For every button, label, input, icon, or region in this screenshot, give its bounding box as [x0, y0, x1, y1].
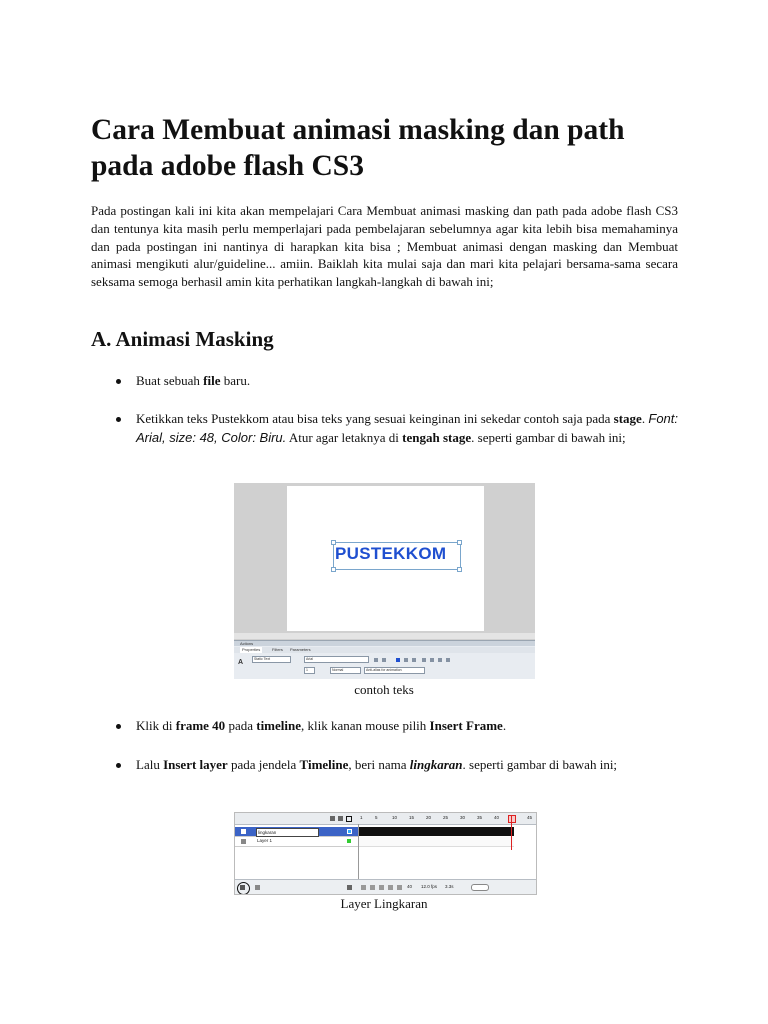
outline-icon	[346, 816, 352, 822]
elapsed-time: 3.3s	[445, 884, 454, 889]
size-icon	[374, 658, 378, 662]
layer-row-layer1	[235, 837, 359, 847]
lock-icon	[338, 816, 343, 821]
bullet-icon	[116, 379, 121, 384]
layer-icon	[241, 829, 246, 834]
frame-number: 30	[460, 815, 466, 820]
playhead-marker	[508, 815, 516, 823]
align-right-icon	[438, 658, 442, 662]
bullet-icon	[116, 417, 121, 422]
tab-properties: Properties	[242, 647, 261, 652]
frame-number: 15	[409, 815, 415, 820]
onion-skin-icon	[370, 885, 375, 890]
selection-handle	[457, 540, 462, 545]
mode-select: Normal	[330, 667, 361, 674]
stage-text: PUSTEKKOM	[335, 544, 447, 563]
figure-caption: contoh teks	[354, 682, 414, 697]
figure-timeline	[234, 812, 537, 895]
frame-number: 40	[494, 815, 500, 820]
font-select: Arial	[304, 656, 369, 663]
delete-layer-icon	[347, 885, 352, 890]
properties-panel	[234, 640, 535, 679]
frame-number: 25	[443, 815, 449, 820]
panel-tabs	[234, 647, 535, 653]
list-item-type-text: Ketikkan teks Pustekkom atau bisa teks yang sesuai keinginan ini sekedar contoh saja pada stage. Font: Arial, size: 48, Color: Biru. Atur agar letaknya di tengah stage. seperti gambar di bawah ini;	[136, 410, 678, 447]
layer-color-icon	[347, 829, 352, 834]
text-type-select: Static Text	[252, 656, 291, 663]
layer-name: Layer 1	[257, 838, 273, 843]
frame-number: 10	[392, 815, 398, 820]
spacing-field: 1	[304, 667, 315, 674]
figure-flash-stage	[234, 483, 535, 679]
list-item-insert-layer: Lalu Insert layer pada jendela Timeline, beri nama lingkaran. seperti gambar di bawah ini;	[136, 756, 678, 775]
playhead-line	[511, 816, 512, 850]
frames-track-layer1	[359, 837, 514, 847]
bullet-icon	[116, 724, 121, 729]
bold-icon	[404, 658, 408, 662]
eye-icon	[330, 816, 335, 821]
onion-markers-icon	[397, 885, 402, 890]
onion-outline-icon	[379, 885, 384, 890]
list-item-new-file: Buat sebuah file baru.	[136, 372, 678, 391]
text-tool-icon: A	[238, 659, 244, 666]
scroll-thumb	[471, 884, 489, 891]
frame-number: 35	[477, 815, 483, 820]
align-center-icon	[430, 658, 434, 662]
antialias-select: Anti-alias for animation	[364, 667, 425, 674]
edit-frames-icon	[388, 885, 393, 890]
justify-icon	[446, 658, 450, 662]
layer-icon	[241, 839, 246, 844]
stage-area	[287, 486, 484, 631]
center-frame-icon	[361, 885, 366, 890]
selection-handle	[331, 567, 336, 572]
intro-paragraph: Pada postingan kali ini kita akan mempelajari Cara Membuat animasi masking dan path pada adobe flash CS3 dan tentunya kita masih perlu memperlajari pada pembelajaran sebelumnya agar kita lebih bisa memahaminya dan pada postingan ini nantinya di harapkan kita bisa ; Membuat animasi dengan masking dan Membuat animasi mengikuti alur/guideline... amiin. Baiklah kita mulai saja dan mari kita pelajari bersama-sama secara seksama semoga berhasil amin kita perhatikan langkah-langkah di bawah ini;	[91, 203, 678, 290]
horizontal-scrollbar	[234, 633, 535, 639]
selection-handle	[457, 567, 462, 572]
list-item-insert-frame: Klik di frame 40 pada timeline, klik kanan mouse pilih Insert Frame.	[136, 717, 678, 736]
page-title: Cara Membuat animasi masking dan path pada adobe flash CS3	[91, 114, 625, 182]
figure-caption: Layer Lingkaran	[340, 896, 428, 911]
layer-name-input: lingkaran	[256, 828, 319, 837]
frame-number: 5	[375, 815, 378, 820]
align-left-icon	[422, 658, 426, 662]
frames-track-lingkaran	[359, 827, 514, 836]
timeline-header	[235, 813, 536, 825]
frame-number: 45	[527, 815, 533, 820]
add-guide-icon	[255, 885, 260, 890]
layer-row-lingkaran	[235, 827, 359, 837]
actions-label: Actions	[240, 641, 254, 646]
tab-filters: Filters	[272, 647, 283, 652]
frame-number: 1	[360, 815, 363, 820]
frame-rate: 12.0 fps	[421, 884, 438, 889]
bullet-icon	[116, 763, 121, 768]
actions-bar	[234, 641, 535, 646]
frame-number: 20	[426, 815, 432, 820]
italic-icon	[412, 658, 416, 662]
color-icon	[382, 658, 386, 662]
tab-parameters: Parameters	[290, 647, 311, 652]
timeline-footer	[235, 879, 536, 895]
section-heading-masking: A. Animasi Masking	[91, 327, 274, 351]
layer-color-icon	[347, 839, 351, 843]
insert-layer-icon	[240, 885, 245, 890]
color-swatch-icon	[396, 658, 400, 662]
current-frame: 40	[407, 884, 413, 889]
